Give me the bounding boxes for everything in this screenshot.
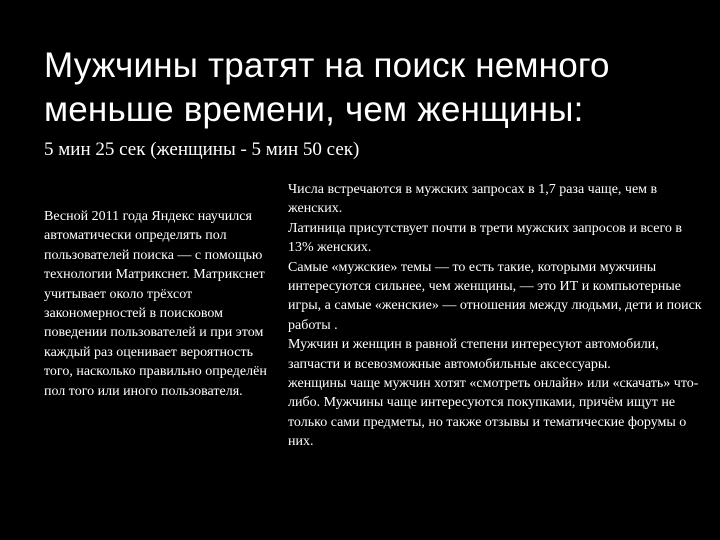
- fact-latin: Латиница присутствует почти в трети мужских запросов и всего в 13% женских.: [288, 220, 683, 256]
- fact-numbers: Числа встречаются в мужских запросах в 1,7 раза чаще, чем в женских.: [288, 182, 658, 217]
- fact-online: женщины чаще мужчин хотят «смотреть онлайн» или «скачать» что-либо. Мужчины чаще интересуются покупками, причём ищут не только сами предметы, но также отзывы и тематические форумы о них.: [288, 376, 699, 450]
- right-text-block: [288, 180, 704, 452]
- fact-topics: Самые «мужские» темы — то есть такие, которыми мужчины интересуются сильнее, чем женщины, — это ИТ и компьютерные игры, а самые «женские» — отношения между людьми, дети и поиск работы .: [288, 259, 702, 333]
- left-text-block: Весной 2011 года Яндекс научился автоматически определять пол пользователей поиска — с помощью технологии Матрикснет. Матрикснет учитывает около трёхсот закономерностей в поисковом поведении пользователей и при этом каждый раз оценивает вероятность того, насколько правильно определён пол того или иного пользователя.: [44, 209, 267, 399]
- slide-subtitle: 5 мин 25 сек (женщины - 5 мин 50 сек): [44, 139, 360, 160]
- slide-title: Мужчины тратят на поиск немного меньше времени, чем женщины:: [44, 46, 610, 129]
- fact-cars: Мужчин и женщин в равной степени интересуют автомобили, запчасти и всевозможные автомобильные аксессуары.: [288, 337, 659, 372]
